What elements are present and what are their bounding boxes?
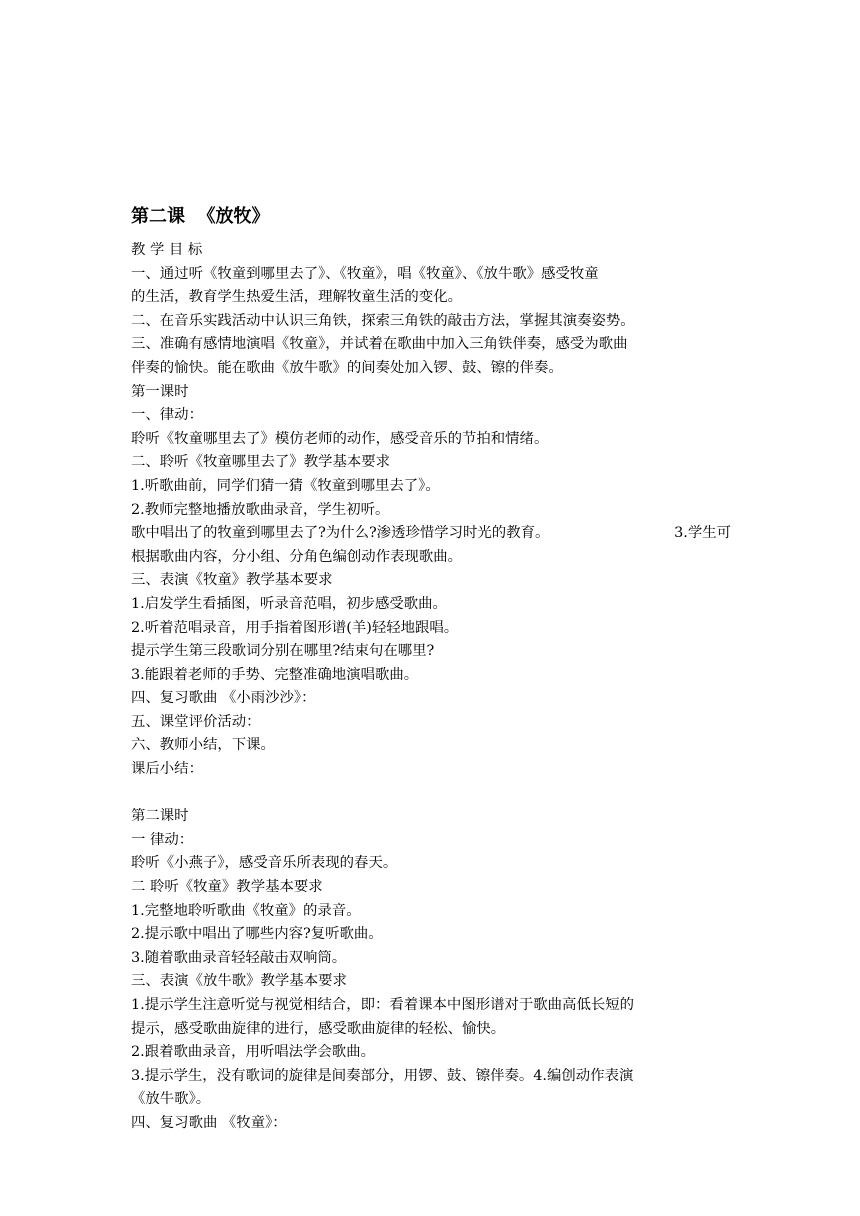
document-body bbox=[131, 203, 731, 1136]
text-line: 根据歌曲内容，分小组、分角色编创动作表现歌曲。 bbox=[131, 548, 462, 565]
text-line: 一 律动： bbox=[131, 831, 194, 848]
text-line: 三、表演《放牛歌》教学基本要求 bbox=[131, 973, 347, 990]
text-line: 3.随着歌曲录音轻轻敲击双响筒。 bbox=[131, 949, 347, 966]
text-line: 第一课时 bbox=[131, 383, 189, 400]
text-line: 第二课时 bbox=[131, 808, 189, 825]
split-text-line bbox=[131, 522, 731, 546]
text-line: 四、复习歌曲 《小雨沙沙》： bbox=[131, 690, 316, 707]
text-line: 三、准确有感情地演唱《牧童》，并试着在歌曲中加入三角铁伴奏，感受为歌曲 bbox=[131, 336, 628, 353]
text-line: 2.跟着歌曲录音，用听唱法学会歌曲。 bbox=[131, 1044, 375, 1061]
text-line: 二、在音乐实践活动中认识三角铁，探索三角铁的敲击方法，掌握其演奏姿势。 bbox=[131, 312, 635, 329]
text-line: 一、通过听《牧童到哪里去了》、《牧童》，唱《牧童》、《放牛歌》感受牧童 bbox=[131, 265, 599, 282]
text-line: 教 学 目 标 bbox=[131, 242, 203, 258]
text-line: 2.听着范唱录音，用手指着图形谱(羊)轻轻地跟唱。 bbox=[131, 619, 459, 636]
text-line: 1.启发学生看插图，听录音范唱，初步感受歌曲。 bbox=[131, 595, 447, 612]
text-line: 1.完整地聆听歌曲《牧童》的录音。 bbox=[131, 902, 361, 919]
text-line: 3.能跟着老师的手势、完整准确地演唱歌曲。 bbox=[131, 666, 419, 683]
text-line: 1.听歌曲前，同学们猜一猜《牧童到哪里去了》。 bbox=[131, 477, 440, 494]
text-line: 课后小结： bbox=[131, 761, 203, 778]
split-line-left: 歌中唱出了的牧童到哪里去了?为什么?渗透珍惜学习时光的教育。 bbox=[131, 525, 550, 542]
text-line: 四、复习歌曲 《牧童》： bbox=[131, 1114, 287, 1131]
text-line: 2.教师完整地播放歌曲录音，学生初听。 bbox=[131, 501, 390, 518]
blank-line bbox=[131, 782, 731, 806]
text-line: 伴奏的愉快。能在歌曲《放牛歌》的间奏处加入锣、鼓、镲的伴奏。 bbox=[131, 359, 563, 376]
text-line: 三、表演《牧童》教学基本要求 bbox=[131, 572, 333, 589]
text-line: 2.提示歌中唱出了哪些内容?复听歌曲。 bbox=[131, 926, 383, 943]
lesson-title: 第二课 《放牧》 bbox=[131, 206, 270, 227]
text-line: 提示学生第三段歌词分别在哪里?结束句在哪里? bbox=[131, 643, 435, 660]
text-line: 聆听《小燕子》，感受音乐所表现的春天。 bbox=[131, 855, 398, 872]
text-line: 聆听《牧童哪里去了》模仿老师的动作，感受音乐的节拍和情绪。 bbox=[131, 430, 549, 447]
text-line: 五、课堂评价活动： bbox=[131, 713, 261, 730]
text-line: 提示，感受歌曲旋律的进行，感受歌曲旋律的轻松、愉快。 bbox=[131, 1020, 506, 1037]
text-line: 六、教师小结，下课。 bbox=[131, 737, 275, 754]
text-line: 一、律动： bbox=[131, 407, 203, 424]
split-line-right: 3.学生可 bbox=[674, 525, 731, 542]
text-line: 的生活，教育学生热爱生活，理解牧童生活的变化。 bbox=[131, 289, 462, 306]
text-line: 《放牛歌》。 bbox=[131, 1091, 211, 1108]
text-line: 1.提示学生注意听觉与视觉相结合，即：看着课本中图形谱对于歌曲高低长短的 bbox=[131, 997, 635, 1013]
text-line: 二 聆听《牧童》教学基本要求 bbox=[131, 879, 323, 896]
text-line: 3.提示学生，没有歌词的旋律是间奏部分，用锣、鼓、镲伴奏。4.编创动作表演 bbox=[131, 1067, 634, 1084]
text-line: 二、聆听《牧童哪里去了》教学基本要求 bbox=[131, 454, 391, 471]
